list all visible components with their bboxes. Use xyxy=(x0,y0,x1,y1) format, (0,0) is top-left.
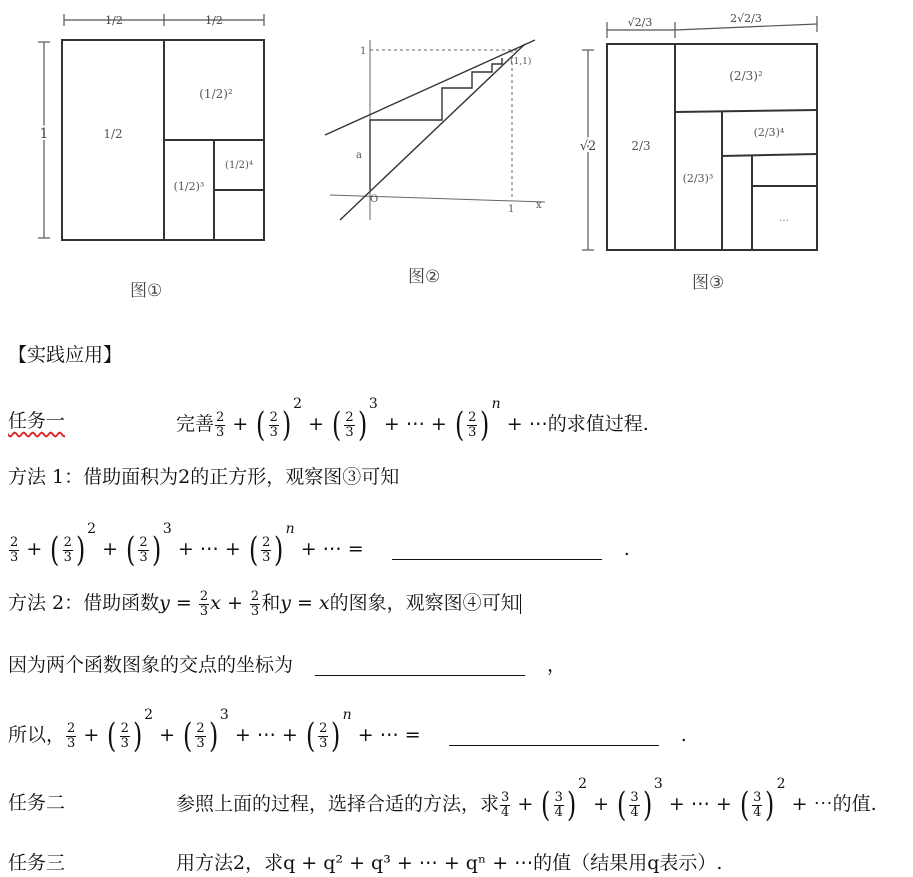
figure-1 xyxy=(28,10,278,300)
fig1-r2-label: (1/2)³ xyxy=(173,180,205,193)
fig1-big-label: 1/2 xyxy=(103,127,123,141)
task3-text: 用方法2，求q + q² + q³ + ⋯ + qⁿ + ⋯的值（结果用q表示）. xyxy=(176,852,723,874)
fig3-dots: ... xyxy=(779,213,789,224)
fig3-side-dim: √2 xyxy=(579,139,597,154)
fig1-caption: 图① xyxy=(130,281,163,301)
fig1-top-right-dim: 1/2 xyxy=(205,14,223,27)
fig3-caption: 图③ xyxy=(692,273,725,293)
frac: $\frac{2}{3}$ xyxy=(216,409,225,440)
task2-text: 参照上面的过程，选择合适的方法，求 $\frac{3}{4}$ + ( $\frac{3}{4}$ )$^2$ + ( $\frac{3}{4}$ )$^3$ + ⋯ + ( $\frac{3}{4}$ )$^2$ + ⋯的值. xyxy=(176,776,877,825)
fig3-r1-label: (2/3)² xyxy=(729,69,763,83)
fig2-x-tick: 1 xyxy=(508,204,515,215)
figure-3 xyxy=(574,6,834,266)
task3-label: 任务三 xyxy=(8,852,66,874)
fig3-top-left-dim: √2/3 xyxy=(627,16,653,29)
fig2-origin: O xyxy=(370,194,379,205)
task1-pre: 完善 xyxy=(176,413,215,435)
task1-label xyxy=(8,406,65,433)
task1-text: 完善 $\frac{2}{3}$ + ( $\frac{2}{3}$ )$^2$ + ( $\frac{2}{3}$ )$^3$ + ⋯ + ( $\frac{2}{3}$ )$^n$ + ⋯的求值过程. xyxy=(176,396,649,445)
so-line: 所以， $\frac{2}{3}$ + ( $\frac{2}{3}$ )$^2$ + ( $\frac{2}{3}$ )$^3$ + ⋯ + ( $\frac{2}{3}$ )$^n$ + ⋯ = . xyxy=(8,707,687,756)
fig3-r3-label: (2/3)⁴ xyxy=(753,126,785,139)
method1-series: $\frac{2}{3}$ + ( $\frac{2}{3}$ )$^2$ + ( $\frac{2}{3}$ )$^3$ + ⋯ + ( $\frac{2}{3}$ )$^n$ + ⋯ = . xyxy=(10,521,630,570)
section-title: 【实践应用】 xyxy=(8,344,123,366)
method2-title: 方法 2：借助函数y = $\frac{2}{3}$ x + $\frac{2}{3}$ 和y = x的图象，观察图④可知 xyxy=(8,589,520,619)
fig2-y-tick: 1 xyxy=(360,46,367,57)
figure-2 xyxy=(320,30,550,230)
answer-blank-1[interactable] xyxy=(392,541,602,560)
intersection-line: 因为两个函数图象的交点的坐标为 ， xyxy=(8,654,567,676)
answer-blank-3[interactable] xyxy=(449,727,659,746)
fig1-side-dim: 1 xyxy=(39,126,49,142)
method2-post: 的图象，观察图④可知 xyxy=(329,592,520,615)
fig2-a-label: a xyxy=(356,150,362,161)
fig2-caption: 图② xyxy=(408,267,441,287)
fig1-r3-label: (1/2)⁴ xyxy=(225,160,253,171)
fig1-r1-label: (1/2)² xyxy=(199,87,233,101)
fig1-top-left-dim: 1/2 xyxy=(105,14,123,27)
text-cursor xyxy=(520,594,521,614)
task2-label: 任务二 xyxy=(8,792,66,814)
method1-title: 方法 1：借助面积为2的正方形，观察图③可知 xyxy=(8,466,400,488)
fig2-point: (1,1) xyxy=(510,57,532,67)
fig3-r2-label: (2/3)³ xyxy=(682,172,714,185)
answer-blank-2[interactable] xyxy=(315,657,525,676)
fig3-big-label: 2/3 xyxy=(631,139,651,153)
task1-label-text: 任务一 xyxy=(8,410,66,432)
fig3-top-right-dim: 2√2/3 xyxy=(730,12,762,25)
fig2-x-axis: x xyxy=(536,200,542,211)
